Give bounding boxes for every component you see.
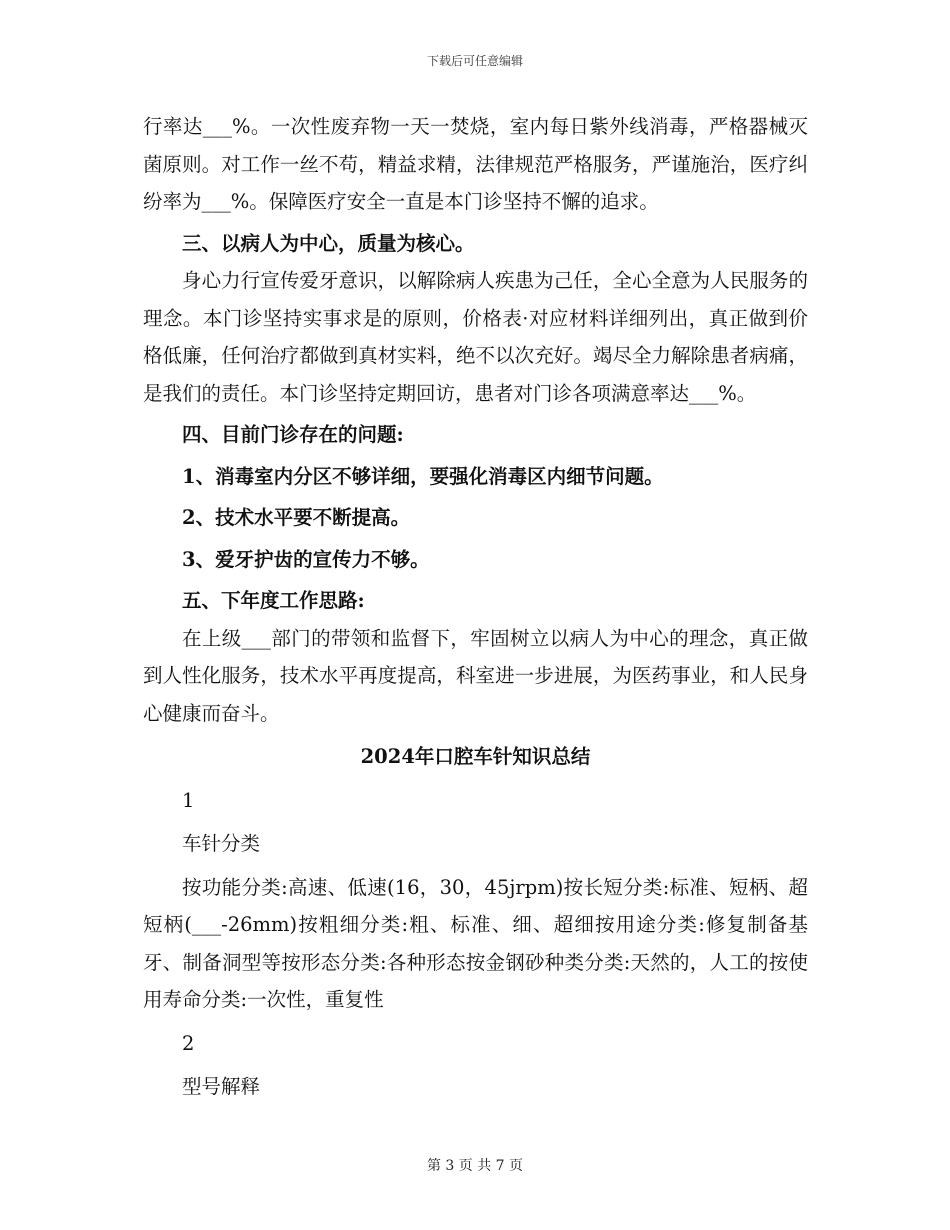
- section-number-1: 1: [182, 788, 195, 812]
- section-number-2: 2: [182, 1031, 195, 1055]
- problem-item-1: 1、消毒室内分区不够详细，要强化消毒区内细节问题。: [182, 464, 664, 488]
- problem-item-2: 2、技术水平要不断提高。: [182, 506, 411, 529]
- page-header: 下载后可任意编辑: [426, 54, 523, 68]
- subheading-classification: 车针分类: [182, 832, 261, 855]
- paragraph-classification: 按功能分类:高速、低速(16，30，45jrpm)按长短分类:标准、短柄、超短柄(___-26mm)按粗细分类:粗、标准、细、超细按用途分类:修复制备基牙、制备洞型等按形态分类:各种形态按金钢砂种类分类:天然的，人工的按使用寿命分类:一次性，重复性: [143, 875, 808, 1011]
- paragraph-service: 身心力行宣传爱牙意识，以解除病人疾患为己任，全心全意为人民服务的理念。本门诊坚持实事求是的原则，价格表·对应材料详细列出，真正做到价格低廉，任何治疗都做到真材实料，绝不以次充好。竭尽全力解除患者病痛，是我们的责任。本门诊坚持定期回访，患者对门诊各项满意率达___%。: [143, 269, 808, 405]
- paragraph-safety: 行率达___%。一次性废弃物一天一焚烧，室内每日紫外线消毒，严格器械灭菌原则。对工作一丝不苟，精益求精，法律规范严格服务，严谨施治，医疗纠纷率为___%。保障医疗安全一直是本门诊坚持不懈的追求。: [143, 115, 808, 213]
- paragraph-plan: 在上级___部门的带领和监督下，牢固树立以病人为中心的理念，真正做到人性化服务，技术水平再度提高，科室进一步进展，为医药事业，和人民身心健康而奋斗。: [143, 626, 808, 725]
- heading-section-4: 四、目前门诊存在的问题:: [182, 423, 404, 446]
- heading-section-3: 三、以病人为中心，质量为核心。: [182, 231, 475, 255]
- heading-section-5: 五、下年度工作思路:: [182, 589, 365, 612]
- document-body: [143, 108, 808, 1106]
- problem-item-3: 3、爱牙护齿的宣传力不够。: [182, 547, 430, 571]
- subheading-model: 型号解释: [182, 1075, 261, 1098]
- page-footer: 第 3 页 共 7 页: [426, 1158, 524, 1174]
- section-title: 2024年口腔车针知识总结: [360, 745, 591, 768]
